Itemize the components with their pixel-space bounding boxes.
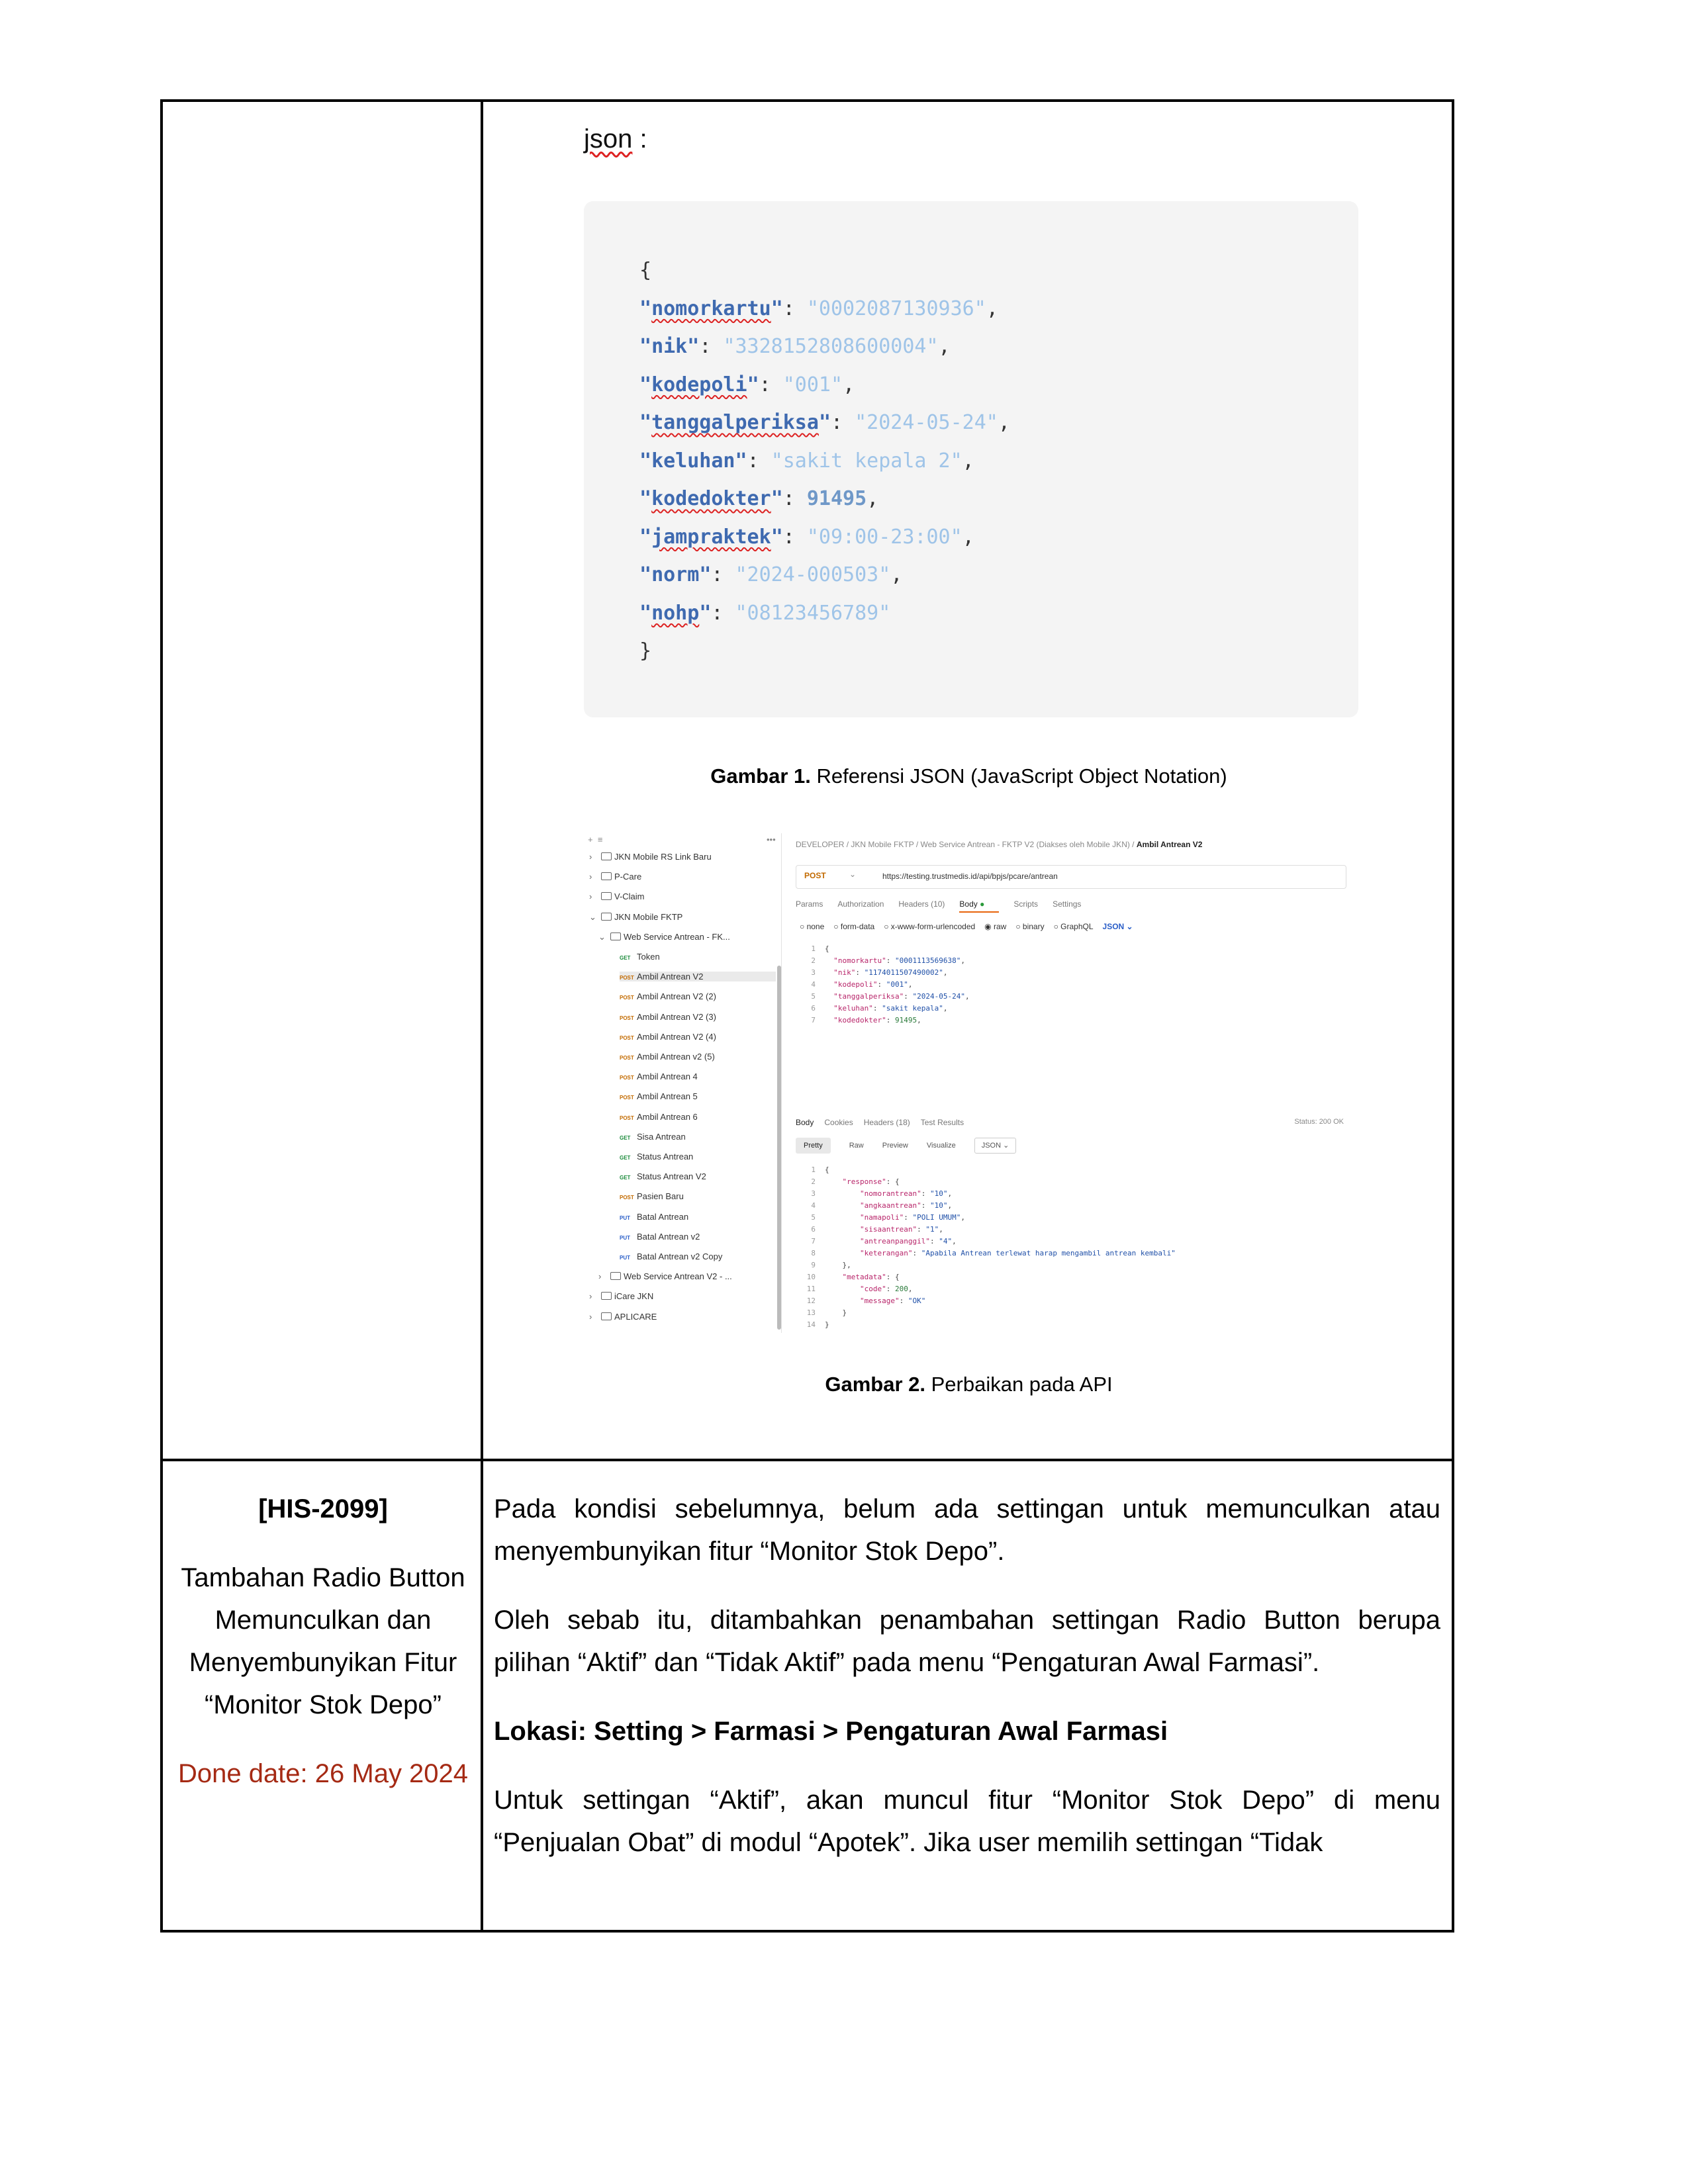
- line-number: 3: [811, 968, 816, 977]
- code-number: 200: [894, 1285, 908, 1293]
- http-method: POST: [620, 995, 634, 1001]
- line-number: 1: [811, 1165, 816, 1174]
- body-format-select[interactable]: JSON ⌄: [1102, 922, 1133, 931]
- json-value: "2024-000503": [735, 563, 891, 586]
- tree-request[interactable]: [620, 1052, 776, 1062]
- response-tab-cookies[interactable]: Cookies: [824, 1118, 853, 1127]
- request-url-bar: [796, 865, 1346, 889]
- comma: ,: [843, 373, 855, 396]
- postman-main: [789, 833, 1350, 1333]
- request-url: https://testing.trustmedis.id/api/bpjs/pcare/antrean: [882, 872, 1058, 881]
- tree-request[interactable]: [620, 1071, 776, 1081]
- chevron-right-icon: ›: [589, 1291, 592, 1302]
- ticket-id: [HIS-2099]: [258, 1494, 388, 1524]
- tree-label: Pasien Baru: [637, 1191, 684, 1202]
- colon: :: [782, 525, 807, 549]
- line-number: 1: [811, 944, 816, 953]
- code-key: "message": [859, 1297, 900, 1305]
- colon: :: [711, 563, 735, 586]
- colon: :: [711, 601, 735, 625]
- code-line: 4 "kodepoli": "001",: [796, 979, 970, 991]
- tree-label: P-Care: [614, 872, 642, 882]
- code-line: 12 "message": "OK": [796, 1295, 1176, 1307]
- http-method: PUT: [620, 1234, 630, 1241]
- folder-icon: [610, 1272, 621, 1280]
- chevron-right-icon: ›: [589, 891, 592, 902]
- json-key-text: nomorkartu: [651, 296, 771, 320]
- radio-binary[interactable]: ○ binary: [1015, 922, 1045, 931]
- tree-request[interactable]: [620, 1212, 776, 1222]
- line-number: 12: [806, 1297, 816, 1305]
- code-string: "4": [939, 1237, 953, 1246]
- comma: ,: [962, 449, 974, 473]
- tree-label: Ambil Antrean V2 (2): [637, 991, 716, 1002]
- json-value: 91495: [806, 487, 867, 510]
- tree-label: Ambil Antrean V2 (3): [637, 1011, 716, 1022]
- http-method: PUT: [620, 1255, 630, 1261]
- colon: :: [782, 296, 807, 320]
- code-string: "10": [929, 1189, 948, 1198]
- tree-label: Token: [637, 952, 660, 962]
- paragraph-behaviour: Untuk settingan “Aktif”, akan muncul fitur “Monitor Stok Depo” di menu “Penjualan Obat” di modul “Apotek”. Jika user memilih settingan “Tidak: [494, 1786, 1440, 1857]
- line-number: 10: [806, 1273, 816, 1281]
- tree-label: Sisa Antrean: [637, 1131, 686, 1142]
- feature-title: Tambahan Radio Button Memunculkan dan Menyembunyikan Fitur “Monitor Stok Depo”: [181, 1563, 465, 1719]
- code-key: "antreanpanggil": [859, 1237, 930, 1246]
- response-body-code: [796, 1164, 1176, 1331]
- code-line: 7 "antreanpanggil": "4",: [796, 1236, 1176, 1248]
- code-string: "POLI UMUM": [912, 1213, 961, 1222]
- tree-folder[interactable]: [589, 912, 682, 923]
- code-line: [639, 251, 1010, 290]
- json-value: "08123456789": [735, 601, 891, 625]
- line-number: 5: [811, 992, 816, 1001]
- caption-figure-1: Gambar 1. Referensi JSON (JavaScript Object Notation): [710, 764, 1227, 788]
- json-value: "sakit kepala 2": [771, 449, 962, 473]
- code-line: 3 "nik": "1174011507490002",: [796, 967, 970, 979]
- colon: :: [782, 487, 807, 510]
- http-method: GET: [620, 1134, 631, 1141]
- tree-folder[interactable]: [589, 872, 641, 882]
- line-number: 3: [811, 1189, 816, 1198]
- chevron-down-icon: ⌄: [589, 911, 596, 922]
- location-path: Lokasi: Setting > Farmasi > Pengaturan Awal Farmasi: [494, 1717, 1168, 1746]
- line-number: 13: [806, 1308, 816, 1317]
- response-tab-test-results[interactable]: Test Results: [920, 1118, 964, 1127]
- chevron-right-icon: ›: [589, 852, 592, 862]
- line-number: 4: [811, 1201, 816, 1210]
- folder-icon: [610, 933, 621, 940]
- http-method: GET: [620, 955, 631, 961]
- view-tab-preview[interactable]: Preview: [882, 1142, 908, 1150]
- comma: ,: [986, 296, 998, 320]
- json-key-text: keluhan: [651, 449, 735, 473]
- tree-label: JKN Mobile FKTP: [614, 911, 683, 922]
- code-number: 91495: [894, 1016, 917, 1024]
- http-method: GET: [620, 1175, 631, 1181]
- code-line: [639, 518, 1010, 557]
- code-line: [639, 366, 1010, 404]
- code-string: "2024-05-24": [912, 992, 965, 1001]
- tree-request[interactable]: [620, 1251, 776, 1261]
- code-string: "1174011507490002": [864, 968, 943, 977]
- json-key: "tanggalperiksa": [639, 411, 831, 434]
- chevron-right-icon: ›: [589, 872, 592, 882]
- code-line: 4 "angkaantrean": "10",: [796, 1200, 1176, 1212]
- json-key: "norm": [639, 563, 712, 586]
- tree-label: V-Claim: [614, 891, 645, 902]
- http-method: POST: [620, 975, 634, 981]
- code-line: 14 }: [796, 1319, 1176, 1331]
- tree-folder[interactable]: [589, 891, 645, 901]
- folder-icon: [601, 1312, 612, 1320]
- brace-open: {: [639, 259, 652, 282]
- code-string: "0001113569638": [894, 956, 961, 965]
- code-line: 8 "keterangan": "Apabila Antrean terlewat harap mengambil antrean kembali": [796, 1248, 1176, 1259]
- code-key: "nomorkartu": [833, 956, 886, 965]
- line-number: 9: [811, 1261, 816, 1269]
- paragraph-change: Oleh sebab itu, ditambahkan penambahan settingan Radio Button berupa pilihan “Aktif” dan “Tidak Aktif” pada menu “Pengaturan Awal Farmasi”.: [494, 1606, 1440, 1677]
- comma: ,: [867, 487, 879, 510]
- tree-folder[interactable]: [589, 1291, 653, 1301]
- json-key: "nohp": [639, 601, 712, 625]
- response-tab-body[interactable]: Body: [796, 1118, 814, 1127]
- tree-label: Web Service Antrean V2 - ...: [624, 1271, 732, 1282]
- code-line: [639, 594, 1010, 633]
- json-key-text: jampraktek: [651, 525, 771, 549]
- folder-icon: [601, 872, 612, 880]
- json-key: "nik": [639, 335, 700, 358]
- tree-request[interactable]: [620, 1032, 776, 1042]
- column-divider: [481, 102, 483, 1930]
- http-method: GET: [620, 1155, 631, 1161]
- line-number: 6: [811, 1004, 816, 1013]
- code-line: 5 "tanggalperiksa": "2024-05-24",: [796, 991, 970, 1003]
- json-key-text: norm: [651, 563, 700, 586]
- json-value: "001": [782, 373, 843, 396]
- comma: ,: [962, 525, 974, 549]
- request-body-code: [796, 943, 970, 1026]
- tree-label: Ambil Antrean V2: [637, 972, 704, 982]
- json-key-text: tanggalperiksa: [651, 411, 819, 434]
- json-code-block: [584, 201, 1358, 717]
- http-method: POST: [620, 1115, 634, 1121]
- tree-request[interactable]: [620, 1132, 776, 1142]
- json-value: "09:00-23:00": [806, 525, 962, 549]
- json-value: "0002087130936": [806, 296, 986, 320]
- code-line: 2 "response": {: [796, 1176, 1176, 1188]
- code-line: [639, 442, 1010, 480]
- code-line: 11 "code": 200,: [796, 1283, 1176, 1295]
- code-key: "angkaantrean": [859, 1201, 921, 1210]
- code-line: 6 "sisaantrean": "1",: [796, 1224, 1176, 1236]
- tab-settings[interactable]: Settings: [1053, 899, 1082, 909]
- tree-request[interactable]: [620, 1232, 776, 1242]
- code-line: 6 "keluhan": "sakit kepala",: [796, 1003, 970, 1015]
- tree-label: Batal Antrean v2: [637, 1231, 700, 1242]
- line-number: 2: [811, 1177, 816, 1186]
- document-table: [160, 99, 1454, 1933]
- sidebar-scrollbar: [777, 966, 781, 1330]
- tree-label: Batal Antrean v2 Copy: [637, 1251, 723, 1261]
- radio-form-data[interactable]: ○ form-data: [833, 922, 875, 931]
- tree-request[interactable]: [620, 1112, 776, 1122]
- folder-icon: [601, 892, 612, 900]
- json-key-text: nohp: [651, 601, 700, 625]
- code-line: 9 },: [796, 1259, 1176, 1271]
- line-number: 5: [811, 1213, 816, 1222]
- view-tab-json[interactable]: JSON ⌄: [974, 1138, 1017, 1154]
- json-key-text: kodedokter: [651, 487, 771, 510]
- postman-screenshot: [583, 833, 1350, 1333]
- json-key: "nomorkartu": [639, 296, 783, 320]
- json-key: "kodedokter": [639, 487, 783, 510]
- code-line: [639, 632, 1010, 670]
- brace-close: }: [639, 639, 652, 662]
- code-line: 3 "nomorantrean": "10",: [796, 1188, 1176, 1200]
- json-key: "jampraktek": [639, 525, 783, 549]
- code-key: "sisaantrean": [859, 1225, 917, 1234]
- view-tab-visualize[interactable]: Visualize: [926, 1142, 956, 1150]
- json-value: "3328152808600004": [723, 335, 939, 358]
- comma: ,: [998, 411, 1010, 434]
- tab-scripts[interactable]: Scripts: [1013, 899, 1039, 909]
- http-method: POST: [620, 1055, 634, 1061]
- line-number: 2: [811, 956, 816, 965]
- tree-folder[interactable]: [598, 1271, 732, 1281]
- code-key: "keluhan": [833, 1004, 873, 1013]
- json-key-text: kodepoli: [651, 373, 747, 396]
- tree-request[interactable]: [620, 972, 776, 981]
- code-key: "response": [842, 1177, 886, 1186]
- chevron-down-icon: ⌄: [598, 931, 606, 942]
- http-method: POST: [620, 1034, 634, 1041]
- tree-label: APLICARE: [614, 1311, 657, 1322]
- response-tab-headers-[interactable]: Headers (18): [863, 1118, 910, 1127]
- response-status: Status: 200 OK: [1294, 1118, 1344, 1126]
- description-cell: [494, 1461, 1440, 1864]
- ticket-cell: [165, 1461, 481, 1795]
- comma: ,: [890, 563, 903, 586]
- line-number: 7: [811, 1016, 816, 1024]
- breadcrumb: DEVELOPER / JKN Mobile FKTP / Web Service Antrean - FKTP V2 (Diakses oleh Mobile JKN) / Ambil Antrean V2: [796, 840, 1203, 849]
- tree-label: Ambil Antrean 5: [637, 1091, 698, 1102]
- sidebar-toolbar-icons: + ≡: [588, 835, 603, 844]
- line-number: 8: [811, 1249, 816, 1257]
- more-icon: •••: [767, 835, 776, 844]
- tree-folder[interactable]: [589, 1312, 657, 1322]
- code-line: 7 "kodedokter": 91495,: [796, 1015, 970, 1026]
- tree-request[interactable]: [620, 1171, 776, 1181]
- done-date: Done date: 26 May 2024: [177, 1759, 469, 1788]
- folder-icon: [601, 1292, 612, 1300]
- code-line: 1 {: [796, 1164, 1176, 1176]
- chevron-right-icon: ›: [598, 1271, 602, 1282]
- code-key: "kodepoli": [833, 980, 878, 989]
- tree-label: Ambil Antrean 6: [637, 1111, 698, 1122]
- radio-none[interactable]: ○ none: [800, 922, 825, 931]
- colon: :: [759, 373, 783, 396]
- request-tabs: [796, 899, 1096, 909]
- tree-label: Status Antrean: [637, 1152, 694, 1161]
- tree-request[interactable]: [620, 1191, 776, 1201]
- line-number: 11: [806, 1285, 816, 1293]
- code-line: [639, 556, 1010, 594]
- code-line: 1 {: [796, 943, 970, 955]
- colon: :: [699, 335, 724, 358]
- json-code: [639, 251, 1010, 670]
- tree-label: Batal Antrean: [637, 1211, 689, 1222]
- code-string: "1": [925, 1225, 939, 1234]
- line-number: 14: [806, 1320, 816, 1329]
- paragraph-before: Pada kondisi sebelumnya, belum ada settingan untuk memunculkan atau menyembunyikan fitur “Monitor Stok Depo”.: [494, 1494, 1440, 1566]
- code-line: [639, 404, 1010, 442]
- code-string: "sakit kepala": [882, 1004, 943, 1013]
- body-modified-dot: ●: [977, 899, 985, 909]
- http-method: PUT: [620, 1214, 630, 1221]
- line-number: 4: [811, 980, 816, 989]
- code-key: "namapoli": [859, 1213, 904, 1222]
- json-label: json :: [584, 124, 647, 154]
- folder-icon: [601, 852, 612, 860]
- tab-authorization[interactable]: Authorization: [837, 899, 884, 909]
- tree-label: Ambil Antrean v2 (5): [637, 1052, 715, 1062]
- code-key: "kodedokter": [833, 1016, 886, 1024]
- line-number: 6: [811, 1225, 816, 1234]
- code-line: 2 "nomorkartu": "0001113569638",: [796, 955, 970, 967]
- code-string: "Apabila Antrean terlewat harap mengambil antrean kembali": [921, 1249, 1176, 1257]
- code-line: [639, 290, 1010, 328]
- code-string: "001": [886, 980, 908, 989]
- tree-request[interactable]: [620, 952, 776, 962]
- code-line: 5 "namapoli": "POLI UMUM",: [796, 1212, 1176, 1224]
- json-key: "keluhan": [639, 449, 747, 473]
- tree-label: Status Antrean V2: [637, 1171, 706, 1182]
- chevron-right-icon: ›: [589, 1311, 592, 1322]
- http-method: POST: [620, 1075, 634, 1081]
- code-key: "keterangan": [859, 1249, 913, 1257]
- colon: :: [747, 449, 771, 473]
- tree-label: JKN Mobile RS Link Baru: [614, 852, 712, 862]
- chevron-down-icon: ⌄: [849, 870, 857, 879]
- folder-icon: [601, 913, 612, 921]
- http-method: POST: [804, 871, 826, 880]
- json-key: "kodepoli": [639, 373, 759, 396]
- tree-label: iCare JKN: [614, 1291, 654, 1302]
- http-method: POST: [620, 1015, 634, 1021]
- tree-request[interactable]: [620, 1152, 776, 1161]
- caption-figure-2: Gambar 2. Perbaikan pada API: [825, 1373, 1113, 1396]
- code-key: "metadata": [842, 1273, 886, 1281]
- radio-graphql[interactable]: ○ GraphQL: [1053, 922, 1094, 931]
- code-line: [639, 480, 1010, 518]
- tab-headers-[interactable]: Headers (10): [898, 899, 945, 909]
- code-string: "OK": [908, 1297, 926, 1305]
- line-number: 7: [811, 1237, 816, 1246]
- response-view-tabs: [796, 1139, 1074, 1159]
- tree-folder[interactable]: [589, 852, 712, 862]
- radio-raw[interactable]: ◉ raw: [984, 922, 1007, 931]
- view-tab-pretty[interactable]: Pretty: [796, 1138, 831, 1154]
- json-value: "2024-05-24": [855, 411, 998, 434]
- colon: :: [831, 411, 855, 434]
- code-line: 13 }: [796, 1307, 1176, 1319]
- postman-sidebar: [583, 833, 782, 1333]
- radio-x-www-form-urlencoded[interactable]: ○ x-www-form-urlencoded: [884, 922, 976, 931]
- http-method: POST: [620, 1195, 634, 1201]
- tree-request[interactable]: [620, 1012, 776, 1022]
- tree-label: Ambil Antrean V2 (4): [637, 1031, 716, 1042]
- code-key: "code": [859, 1285, 886, 1293]
- tree-request[interactable]: [620, 991, 776, 1001]
- code-line: 10 "metadata": {: [796, 1271, 1176, 1283]
- code-key: "nik": [833, 968, 856, 977]
- tree-folder[interactable]: [598, 932, 730, 942]
- json-key-text: nik: [651, 335, 688, 358]
- tree-label: Web Service Antrean - FK...: [624, 931, 730, 942]
- tree-request[interactable]: [620, 1091, 776, 1101]
- code-key: "tanggalperiksa": [833, 992, 904, 1001]
- tree-label: Ambil Antrean 4: [637, 1071, 698, 1082]
- tab-params[interactable]: Params: [796, 899, 823, 909]
- tab-body[interactable]: Body ●: [959, 899, 999, 913]
- response-tabs: [796, 1118, 1345, 1127]
- code-key: "nomorantrean": [859, 1189, 921, 1198]
- body-type-options: [800, 922, 1143, 931]
- view-tab-raw[interactable]: Raw: [849, 1142, 864, 1150]
- http-method: POST: [620, 1095, 634, 1101]
- code-string: "10": [929, 1201, 948, 1210]
- comma: ,: [938, 335, 951, 358]
- code-line: [639, 328, 1010, 366]
